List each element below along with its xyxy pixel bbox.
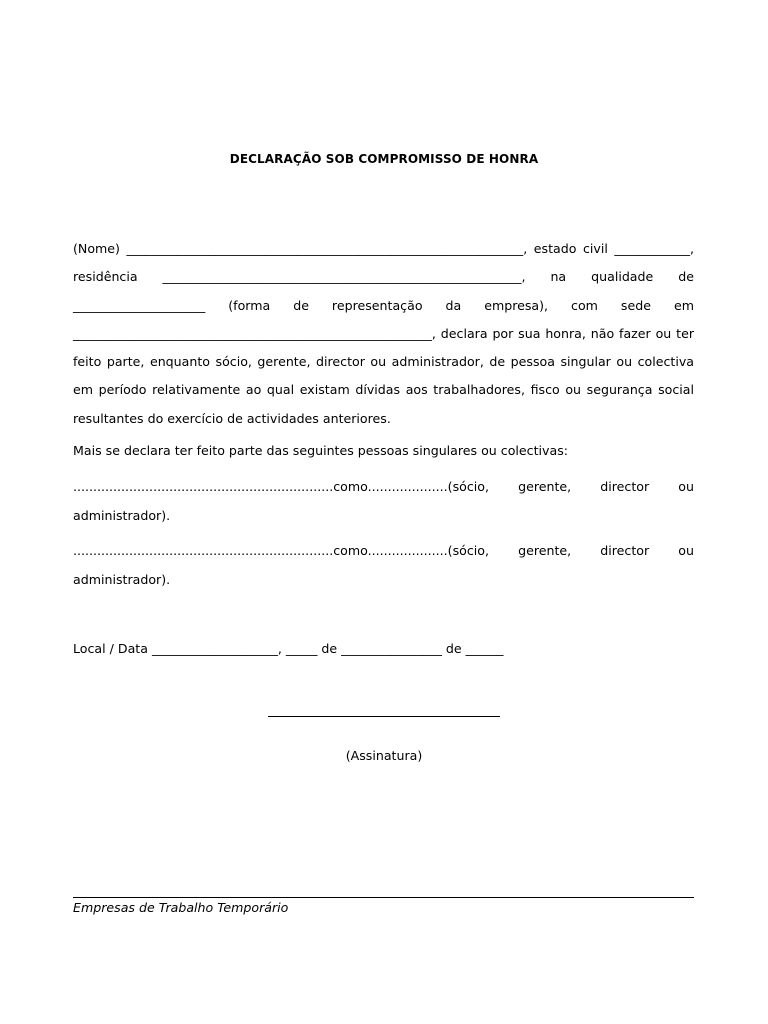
signature-line	[268, 716, 500, 717]
footer-text: Empresas de Trabalho Temporário	[73, 900, 289, 915]
signature-label: (Assinatura)	[345, 748, 423, 763]
document-title: DECLARAÇÃO SOB COMPROMISSO DE HONRA	[229, 152, 539, 166]
footer-rule	[73, 897, 694, 898]
local-date-line: Local / Data ____________________, _____ de ________________ de ______	[73, 641, 504, 656]
declaration-paragraph: (Nome) _______________________________________________________________, estado civil ____________, residência _________________________________________________________, na qualidade de _____________________ (forma de representação da empresa), com sede em _________________________________________________________, declara por sua honra, não fazer ou ter feito parte, enquanto sócio, gerente, director ou administrador, de pessoa singular ou colectiva em período relativamente ao qual existam dívidas aos trabalhadores, fisco ou segurança social resultantes do exercício de actividades anteriores.	[73, 241, 694, 426]
additional-declaration-paragraph: Mais se declara ter feito parte das seguintes pessoas singulares ou colectivas:	[73, 443, 569, 458]
entity-line-1: .................................................................como....................(sócio, gerente, director ou administrador).	[73, 479, 694, 523]
entity-line-2: .................................................................como....................(sócio, gerente, director ou administrador).	[73, 543, 694, 587]
